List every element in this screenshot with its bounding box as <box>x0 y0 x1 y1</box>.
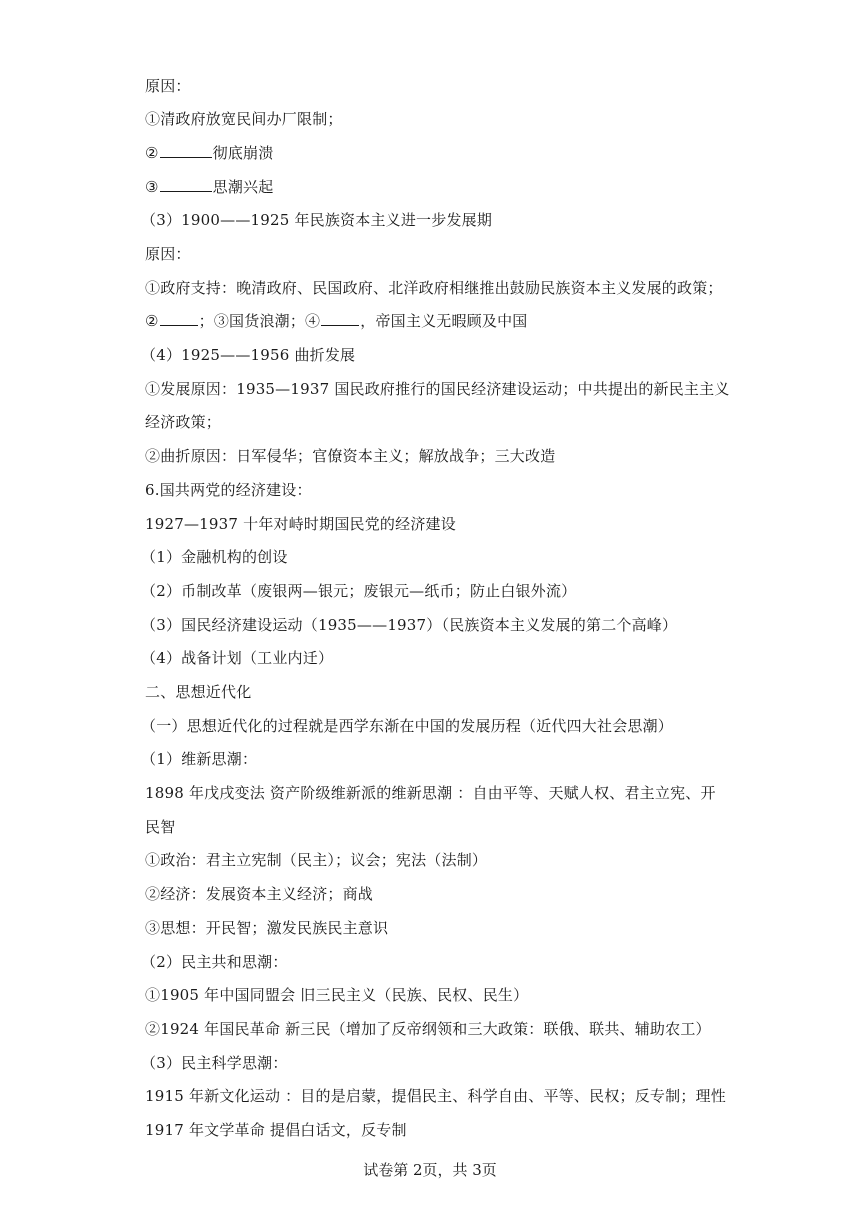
text-line: 1927—1937 十年对峙时期国民党的经济建设 <box>145 515 456 533</box>
text-line: （一）思想近代化的过程就是西学东渐在中国的发展历程（近代四大社会思潮） <box>141 717 674 735</box>
text-line: ②1924 年国民革命 新三民（增加了反帝纲领和三大政策：联俄、联共、辅助农工） <box>145 1020 711 1038</box>
text-line: 原因： <box>145 77 191 95</box>
list-item: （1）金融机构的创设 <box>141 548 288 566</box>
text-fragment: 思潮兴起 <box>212 178 274 196</box>
text-line: 民智 <box>145 818 176 836</box>
text-line: 原因： <box>145 245 191 263</box>
page-footer: 试卷第 2页，共 3页 <box>363 1161 497 1179</box>
text-line: ①政府支持：晚清政府、民国政府、北洋政府相继推出鼓励民族资本主义发展的政策； <box>145 279 723 297</box>
text-line: ①政治：君主立宪制（民主）；议会；宪法（法制） <box>145 851 488 869</box>
text-fragment: ② <box>145 312 159 330</box>
list-item: （3）国民经济建设运动（1935——1937）（民族资本主义发展的第二个高峰） <box>141 616 678 634</box>
list-item: （2）币制改革（废银两—银元；废银元—纸币；防止白银外流） <box>141 582 577 600</box>
text-line: 1898 年戊戌变法 资产阶级维新派的维新思潮 ：自由平等、天赋人权、君主立宪、开 <box>145 784 716 802</box>
answer-blank <box>321 311 359 326</box>
text-fragment: ，帝国主义无暇顾及中国 <box>360 312 528 330</box>
text-line: 1915 年新文化运动 ：目的是启蒙，提倡民主、科学自由、平等、民权；反专制；理性 <box>145 1087 726 1105</box>
text-line: 1917 年文学革命 提倡白话文，反专制 <box>145 1121 407 1139</box>
text-line: ②经济：发展资本主义经济；商战 <box>145 885 374 903</box>
text-line: ①清政府放宽民间办厂限制； <box>145 110 343 128</box>
answer-blank <box>160 311 198 326</box>
section-heading: （2）民主共和思潮： <box>141 953 288 971</box>
text-line: ①发展原因：1935—1937 国民政府推行的国民经济建设运动；中共提出的新民主主义 <box>145 380 730 398</box>
list-item: （4）战备计划（工业内迁） <box>141 649 334 667</box>
text-line: 经济政策； <box>145 413 222 431</box>
section-heading: （3）民主科学思潮： <box>141 1054 288 1072</box>
section-heading: （3）1900——1925 年民族资本主义进一步发展期 <box>141 211 493 229</box>
text-line: ②曲折原因：日军侵华；官僚资本主义；解放战争；三大改造 <box>145 447 556 465</box>
section-heading: 二、思想近代化 <box>145 683 252 701</box>
text-line: ①1905 年中国同盟会 旧三民主义（民族、民权、民生） <box>145 986 529 1004</box>
text-fragment: 彻底崩溃 <box>212 144 274 162</box>
text-line: ③思想：开民智；激发民族民主意识 <box>145 919 389 937</box>
text-fragment: ；③国货浪潮；④ <box>198 312 321 330</box>
text-fragment: ② <box>145 144 159 162</box>
answer-blank <box>160 177 212 192</box>
section-heading: （4）1925——1956 曲折发展 <box>141 346 356 364</box>
section-heading: （1）维新思潮： <box>141 750 258 768</box>
section-heading: 6.国共两党的经济建设： <box>145 481 312 499</box>
answer-blank <box>160 143 212 158</box>
fill-blank-line <box>145 143 273 163</box>
fill-blank-line <box>145 177 273 197</box>
fill-blank-line <box>145 311 527 331</box>
text-fragment: ③ <box>145 178 159 196</box>
